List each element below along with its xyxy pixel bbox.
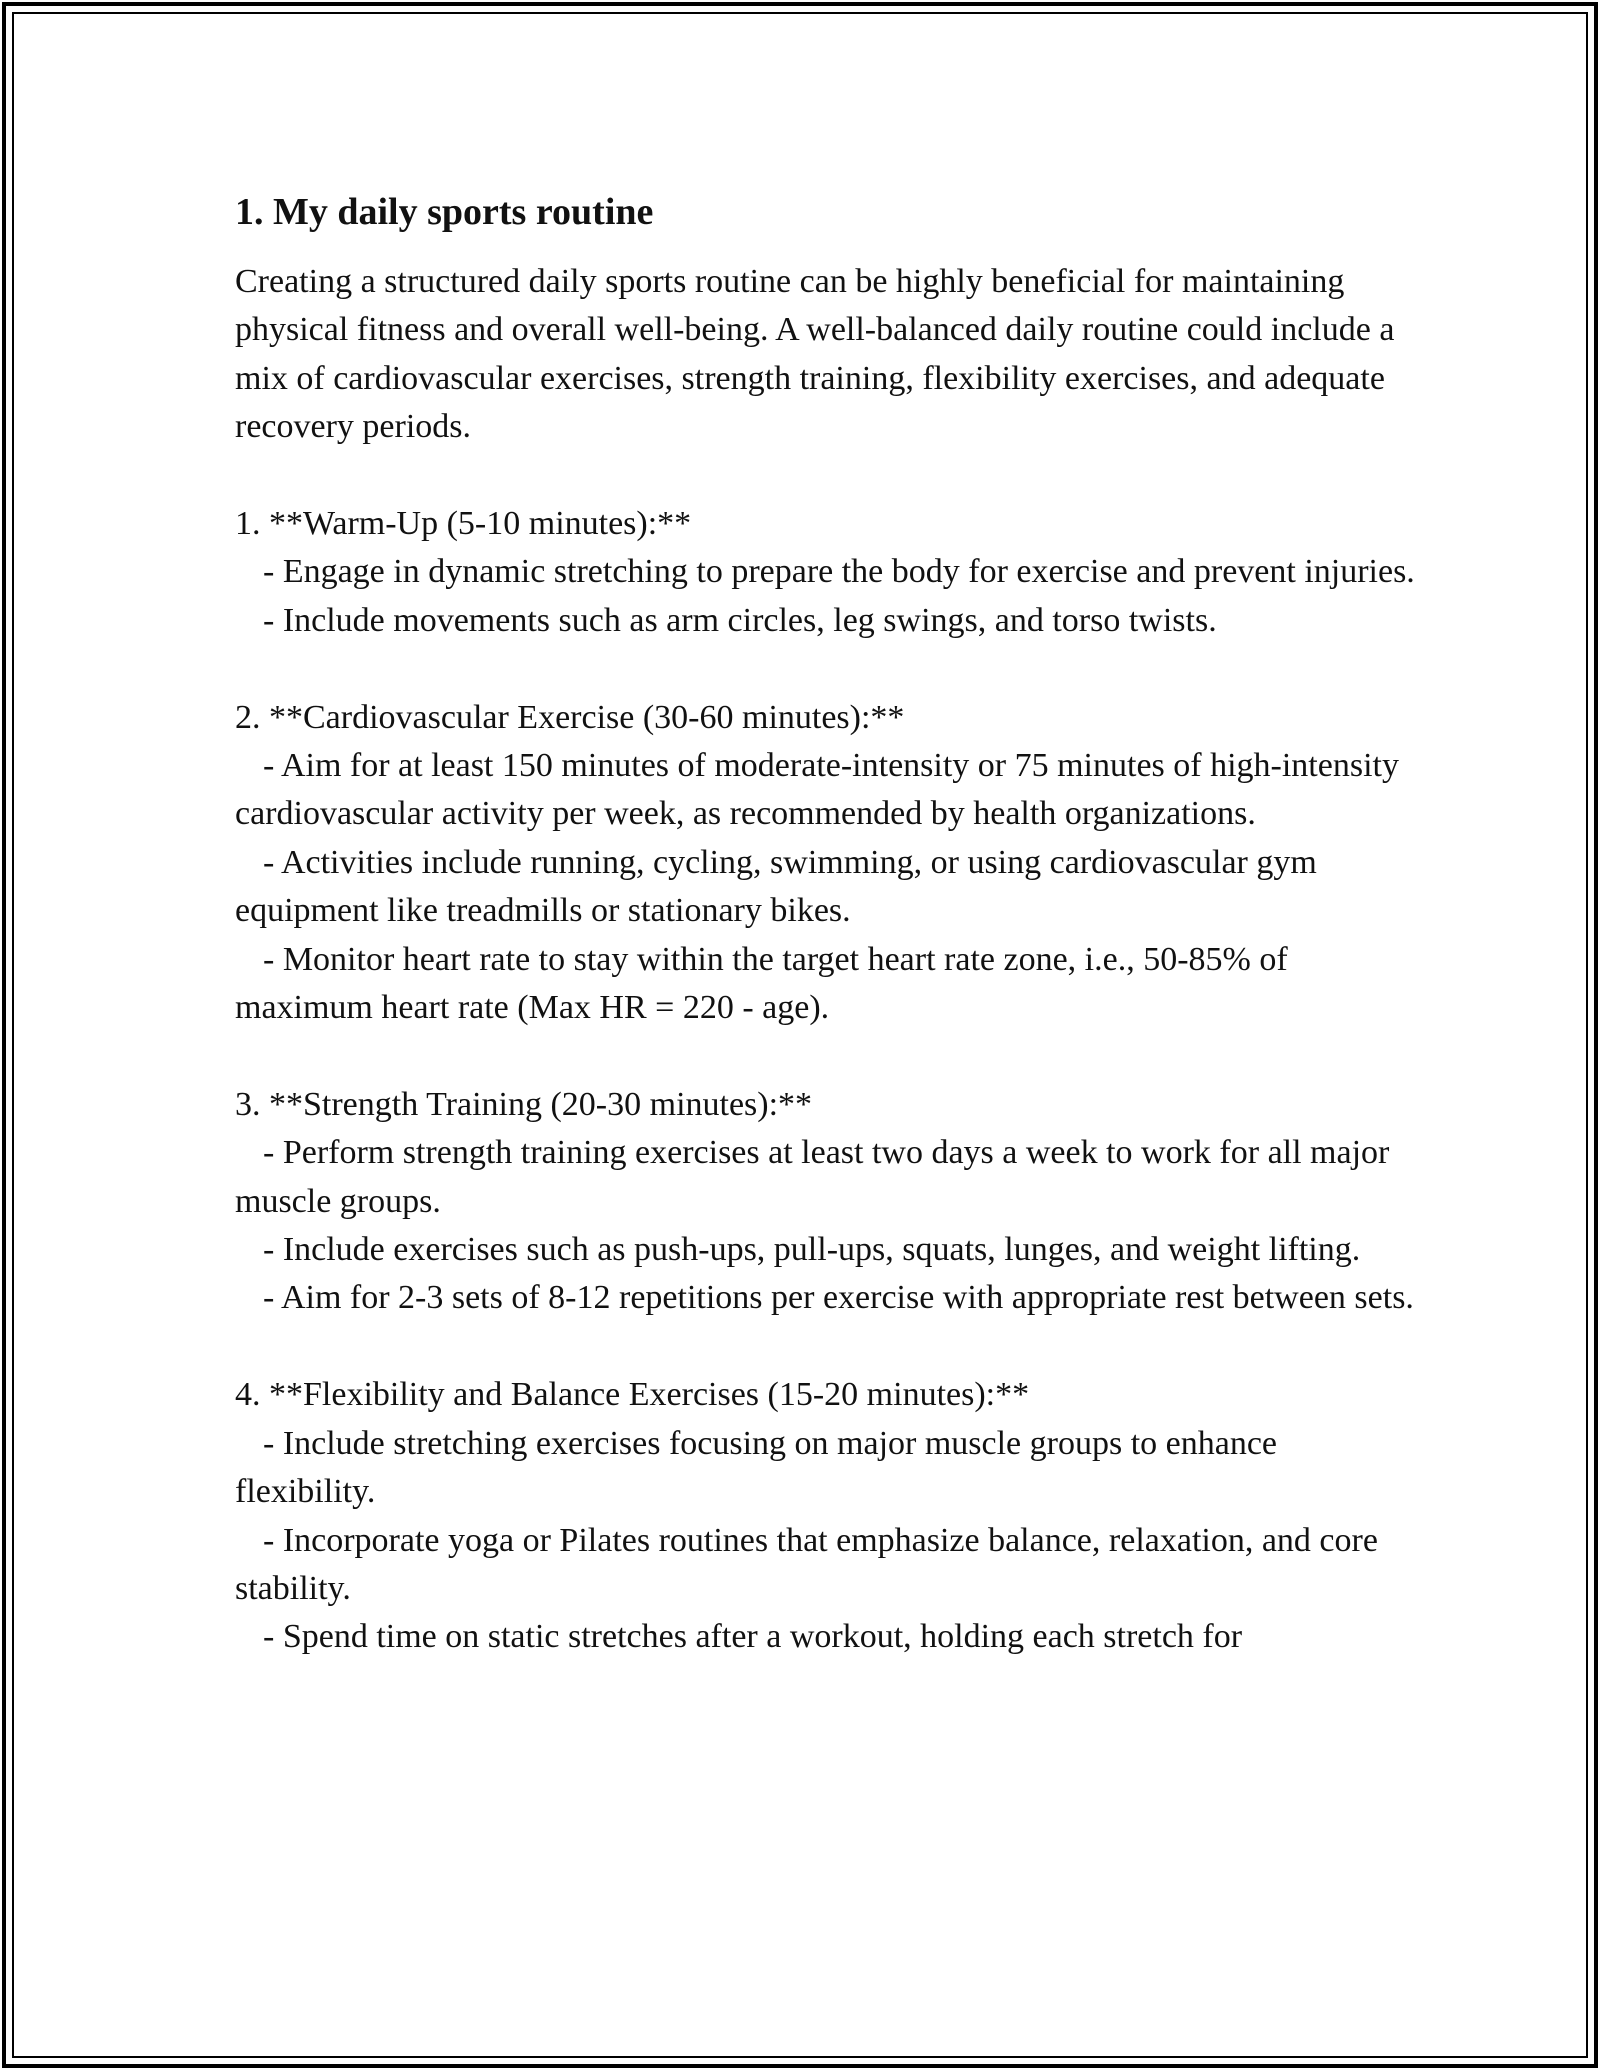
- bullet-item: - Monitor heart rate to stay within the target heart rate zone, i.e., 50-85% of maximum heart rate (Max HR = 220 - age).: [235, 940, 1288, 1027]
- bullet-item: - Incorporate yoga or Pilates routines that emphasize balance, relaxation, and core stability.: [235, 1521, 1378, 1607]
- intro-paragraph: Creating a structured daily sports routine can be highly beneficial for maintaining physical fitness and overall well-being. A well-balanced daily routine could include a mix of cardiovascular exercises, strength training, flexibility exercises, and adequate recovery periods.: [235, 263, 1395, 446]
- bullet-item: - Include stretching exercises focusing on major muscle groups to enhance flexibility.: [235, 1424, 1278, 1511]
- section-spacer: [235, 645, 1415, 693]
- bullet-item: - Activities include running, cycling, swimming, or using cardiovascular gym equipment like treadmills or stationary bikes.: [235, 843, 1317, 930]
- bullet-item: - Aim for 2-3 sets of 8-12 repetitions per exercise with appropriate rest between sets.: [263, 1279, 1414, 1317]
- section-cardiovascular: [235, 694, 1415, 1033]
- bullet-item: - Include movements such as arm circles, leg swings, and torso twists.: [263, 601, 1217, 639]
- document-page: [235, 188, 1415, 1662]
- bullet-item: - Perform strength training exercises at least two days a week to work for all major muscle groups.: [235, 1134, 1390, 1220]
- bullet-item: - Engage in dynamic stretching to prepare the body for exercise and prevent injuries.: [263, 553, 1415, 591]
- bullet-item: - Spend time on static stretches after a workout, holding each stretch for: [263, 1618, 1243, 1656]
- section-heading: 4. **Flexibility and Balance Exercises (15-20 minutes):**: [235, 1376, 1030, 1414]
- section-heading: 3. **Strength Training (20-30 minutes):**: [235, 1085, 813, 1123]
- section-spacer: [235, 452, 1415, 500]
- section-strength-training: [235, 1081, 1415, 1323]
- bullet-item: - Include exercises such as push-ups, pull-ups, squats, lunges, and weight lifting.: [263, 1231, 1361, 1269]
- section-warm-up: [235, 500, 1415, 645]
- section-spacer: [235, 1323, 1415, 1371]
- section-spacer: [235, 1032, 1415, 1080]
- section-heading: 2. **Cardiovascular Exercise (30-60 minutes):**: [235, 698, 905, 736]
- section-flexibility-balance: [235, 1371, 1415, 1661]
- bullet-item: - Aim for at least 150 minutes of moderate-intensity or 75 minutes of high-intensity cardiovascular activity per week, as recommended by health organizations.: [235, 747, 1399, 833]
- page-title: 1. My daily sports routine: [235, 191, 654, 233]
- section-heading: 1. **Warm-Up (5-10 minutes):**: [235, 505, 692, 543]
